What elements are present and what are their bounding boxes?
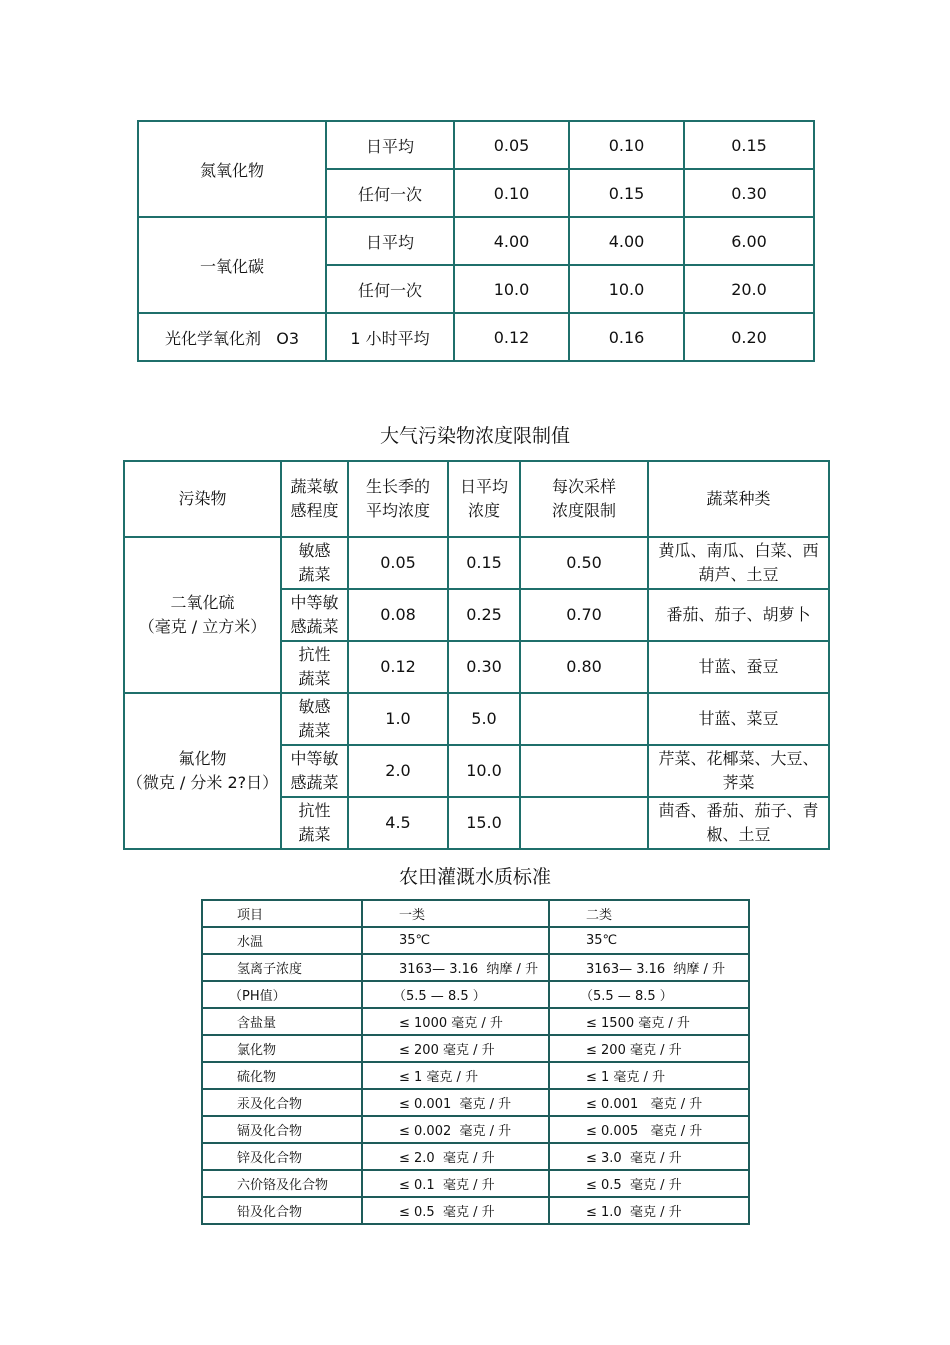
value-cell: 4.00 [454, 217, 569, 265]
header-vegetables: 蔬菜种类 [648, 461, 829, 537]
sensitivity-cell [281, 745, 348, 797]
value-cell: 10.0 [569, 265, 684, 313]
sample-limit-cell [520, 745, 648, 797]
header-item: 项目 [202, 900, 362, 927]
sensitivity-cell [281, 589, 348, 641]
class1-cell: ≤ 0.5 毫克 / 升 [362, 1197, 549, 1224]
sample-limit-cell [520, 797, 648, 849]
vegetables-cell [648, 745, 829, 797]
table-row [138, 217, 814, 265]
table-row [202, 1170, 749, 1197]
sample-limit-cell [520, 693, 648, 745]
sensitivity-label: 抗性蔬菜 [298, 645, 331, 688]
pollutant-group-cell [124, 693, 281, 849]
sample-limit-cell: 0.70 [520, 589, 648, 641]
class2-cell: ≤ 0.001 毫克 / 升 [549, 1089, 749, 1116]
item-cell: 氢离子浓度 [202, 954, 362, 981]
pollutant-name: 二氧化硫 [170, 593, 235, 612]
pollutant-cell: 光化学氧化剂 O3 [138, 313, 326, 361]
value-cell: 0.05 [454, 121, 569, 169]
vegetables-label: 黄瓜、南瓜、白菜、西葫芦、土豆 [658, 541, 819, 584]
table-row [124, 693, 829, 745]
table-row [124, 537, 829, 589]
class2-cell: ≤ 0.5 毫克 / 升 [549, 1170, 749, 1197]
class1-cell: ≤ 0.1 毫克 / 升 [362, 1170, 549, 1197]
sensitivity-label: 抗性蔬菜 [298, 801, 331, 844]
item-cell: 水温 [202, 927, 362, 954]
class1-cell: ≤ 1 毫克 / 升 [362, 1062, 549, 1089]
value-cell: 10.0 [454, 265, 569, 313]
sensitivity-cell [281, 641, 348, 693]
class1-cell: ≤ 1000 毫克 / 升 [362, 1008, 549, 1035]
table-row [202, 954, 749, 981]
sample-limit-cell: 0.50 [520, 537, 648, 589]
daily-avg-cell: 15.0 [448, 797, 520, 849]
table-header-row [124, 461, 829, 537]
daily-avg-cell: 5.0 [448, 693, 520, 745]
daily-avg-cell: 0.15 [448, 537, 520, 589]
class2-cell: ≤ 0.005 毫克 / 升 [549, 1116, 749, 1143]
season-avg-cell: 1.0 [348, 693, 448, 745]
item-cell: 锌及化合物 [202, 1143, 362, 1170]
vegetables-cell: 甘蓝、蚕豆 [648, 641, 829, 693]
irrigation-water-quality-table [201, 899, 750, 1225]
season-avg-cell: 0.08 [348, 589, 448, 641]
value-cell: 0.12 [454, 313, 569, 361]
item-cell: 镉及化合物 [202, 1116, 362, 1143]
table-row [202, 1035, 749, 1062]
period-cell: 任何一次 [326, 265, 454, 313]
header-daily-avg [448, 461, 520, 537]
value-cell: 4.00 [569, 217, 684, 265]
air-pollutant-table-title: 大气污染物浓度限制值 [379, 425, 570, 447]
pollutant-cell: 氮氧化物 [138, 121, 326, 217]
item-cell: （PH值） [202, 981, 362, 1008]
header-sensitivity [281, 461, 348, 537]
pollutant-unit: （毫克 / 立方米） [138, 617, 267, 636]
sensitivity-label: 敏感蔬菜 [298, 541, 331, 584]
class2-cell: ≤ 200 毫克 / 升 [549, 1035, 749, 1062]
vegetables-cell [648, 797, 829, 849]
period-cell: 任何一次 [326, 169, 454, 217]
vegetables-cell: 番茄、茄子、胡萝卜 [648, 589, 829, 641]
value-cell: 0.10 [569, 121, 684, 169]
season-avg-cell: 4.5 [348, 797, 448, 849]
table-row [202, 1116, 749, 1143]
table-row [202, 1062, 749, 1089]
class1-cell: ≤ 200 毫克 / 升 [362, 1035, 549, 1062]
season-avg-cell: 2.0 [348, 745, 448, 797]
value-cell: 0.15 [684, 121, 814, 169]
item-cell: 硫化物 [202, 1062, 362, 1089]
item-cell: 氯化物 [202, 1035, 362, 1062]
table-row [202, 1143, 749, 1170]
class2-cell: ≤ 1500 毫克 / 升 [549, 1008, 749, 1035]
header-class1: 一类 [362, 900, 549, 927]
sample-limit-cell: 0.80 [520, 641, 648, 693]
vegetables-cell [648, 537, 829, 589]
sensitivity-cell [281, 693, 348, 745]
table-row [202, 927, 749, 954]
value-cell: 0.15 [569, 169, 684, 217]
sensitivity-cell [281, 537, 348, 589]
item-cell: 含盐量 [202, 1008, 362, 1035]
table-row [138, 313, 814, 361]
season-avg-cell: 0.05 [348, 537, 448, 589]
class1-cell: 3163— 3.16 纳摩 / 升 [362, 954, 549, 981]
class1-cell: 35℃ [362, 927, 549, 954]
value-cell: 20.0 [684, 265, 814, 313]
table-row [138, 121, 814, 169]
value-cell: 0.10 [454, 169, 569, 217]
class1-cell: ≤ 0.002 毫克 / 升 [362, 1116, 549, 1143]
daily-avg-cell: 10.0 [448, 745, 520, 797]
header-season-avg [348, 461, 448, 537]
value-cell: 0.16 [569, 313, 684, 361]
pollutant-limits-table-continued [137, 120, 815, 362]
table-row [202, 981, 749, 1008]
vegetables-label: 茴香、番茄、茄子、青椒、土豆 [658, 801, 819, 844]
daily-avg-cell: 0.30 [448, 641, 520, 693]
pollutant-cell: 一氧化碳 [138, 217, 326, 313]
header-season-avg-label: 生长季的平均浓度 [365, 477, 430, 520]
class2-cell: ≤ 1.0 毫克 / 升 [549, 1197, 749, 1224]
header-sample-limit [520, 461, 648, 537]
item-cell: 六价铬及化合物 [202, 1170, 362, 1197]
class2-cell: ≤ 1 毫克 / 升 [549, 1062, 749, 1089]
season-avg-cell: 0.12 [348, 641, 448, 693]
class2-cell: 35℃ [549, 927, 749, 954]
value-cell: 0.20 [684, 313, 814, 361]
class1-cell: ≤ 2.0 毫克 / 升 [362, 1143, 549, 1170]
air-pollutant-concentration-table [123, 460, 830, 850]
table-header-row [202, 900, 749, 927]
period-cell: 日平均 [326, 121, 454, 169]
irrigation-water-table-title: 农田灌溉水质标准 [398, 866, 551, 888]
value-cell: 6.00 [684, 217, 814, 265]
sensitivity-cell [281, 797, 348, 849]
sensitivity-label: 中等敏感蔬菜 [290, 749, 339, 792]
header-class2: 二类 [549, 900, 749, 927]
period-cell: 1 小时平均 [326, 313, 454, 361]
table-row [202, 1089, 749, 1116]
table-row [202, 1197, 749, 1224]
daily-avg-cell: 0.25 [448, 589, 520, 641]
pollutant-name: 氟化物 [178, 749, 227, 768]
header-daily-avg-label: 日平均浓度 [459, 477, 508, 520]
period-cell: 日平均 [326, 217, 454, 265]
class1-cell: ≤ 0.001 毫克 / 升 [362, 1089, 549, 1116]
class1-cell: （5.5 — 8.5 ） [362, 981, 549, 1008]
class2-cell: 3163— 3.16 纳摩 / 升 [549, 954, 749, 981]
vegetables-label: 芹菜、花椰菜、大豆、荠菜 [658, 749, 819, 792]
header-pollutant: 污染物 [124, 461, 281, 537]
pollutant-group-cell [124, 537, 281, 693]
item-cell: 汞及化合物 [202, 1089, 362, 1116]
vegetables-cell: 甘蓝、菜豆 [648, 693, 829, 745]
value-cell: 0.30 [684, 169, 814, 217]
class2-cell: （5.5 — 8.5 ） [549, 981, 749, 1008]
pollutant-unit: （微克 / 分米 2?日） [126, 773, 279, 792]
class2-cell: ≤ 3.0 毫克 / 升 [549, 1143, 749, 1170]
sensitivity-label: 敏感蔬菜 [298, 697, 331, 740]
item-cell: 铅及化合物 [202, 1197, 362, 1224]
header-sensitivity-label: 蔬菜敏感程度 [290, 477, 339, 520]
header-sample-limit-label: 每次采样浓度限制 [551, 477, 616, 520]
table-row [202, 1008, 749, 1035]
sensitivity-label: 中等敏感蔬菜 [290, 593, 339, 636]
